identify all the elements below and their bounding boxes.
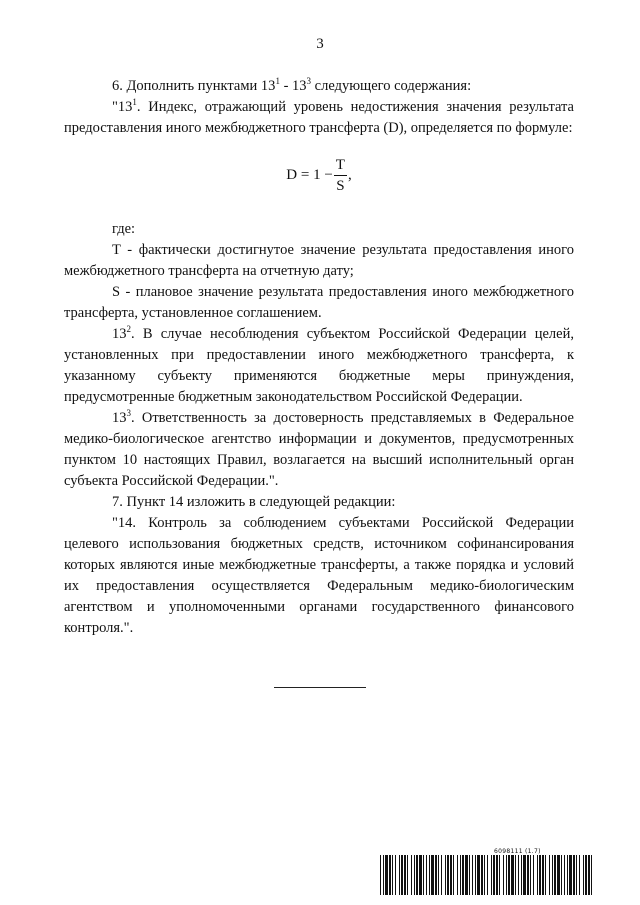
page-number: 3	[316, 36, 324, 52]
paragraph-item-14: "14. Контроль за соблюдением субъектами Российской Федерации целевого использования бюджетных средств, источником софинансирования которых являются иные межбюджетные трансферты, а также порядка и условий их предоставления осуществляется Федеральным медико-биологическим агентством и уполномоченными органами государственного финансового контроля.".	[64, 515, 574, 636]
paragraph-where: где:	[112, 221, 136, 237]
paragraph-item-6: 6. Дополнить пунктами $13^1 - 13^3$ следующего содержания:	[112, 76, 472, 94]
end-divider	[274, 687, 366, 688]
formula-denominator: S	[336, 178, 345, 194]
document-body	[64, 76, 574, 639]
paragraph-item-13-3: $13^3$. Ответственность за достоверность представляемых в Федеральное медико-биологическое агентство информации и документов, предусмотренных пунктом 10 настоящих Правил, возлагается на высший исполнительный орган субъекта Российской Федерации.".	[64, 408, 574, 489]
paragraph-item-7: 7. Пункт 14 изложить в следующей редакции:	[112, 494, 396, 510]
formula	[64, 155, 574, 203]
paragraph-t-definition: T - фактически достигнутое значение результата предоставления иного межбюджетного трансферта на отчетную дату;	[64, 242, 574, 279]
formula-fraction	[334, 155, 347, 196]
formula-trailing: ,	[347, 167, 352, 183]
formula-lhs: D = 1 −	[286, 167, 333, 183]
paragraph-s-definition: S - плановое значение результата предоставления иного межбюджетного трансферта, установленное соглашением.	[64, 284, 574, 321]
barcode-icon	[380, 855, 592, 895]
formula-numerator: T	[334, 155, 347, 176]
paragraph-item-13-2: $13^2$. В случае несоблюдения субъектом Российской Федерации целей, установленных при предоставлении иного межбюджетного трансферта, к указанному субъекту применяются бюджетные меры принуждения, предусмотренные бюджетным законодательством Российской Федерации.	[64, 324, 574, 405]
barcode-id: 6098111 (1.7)	[494, 848, 541, 855]
paragraph-item-13-1: "$13^1$. Индекс, отражающий уровень недостижения значения результата предоставления иного межбюджетного трансферта (D), определяется по формуле:	[64, 97, 574, 136]
